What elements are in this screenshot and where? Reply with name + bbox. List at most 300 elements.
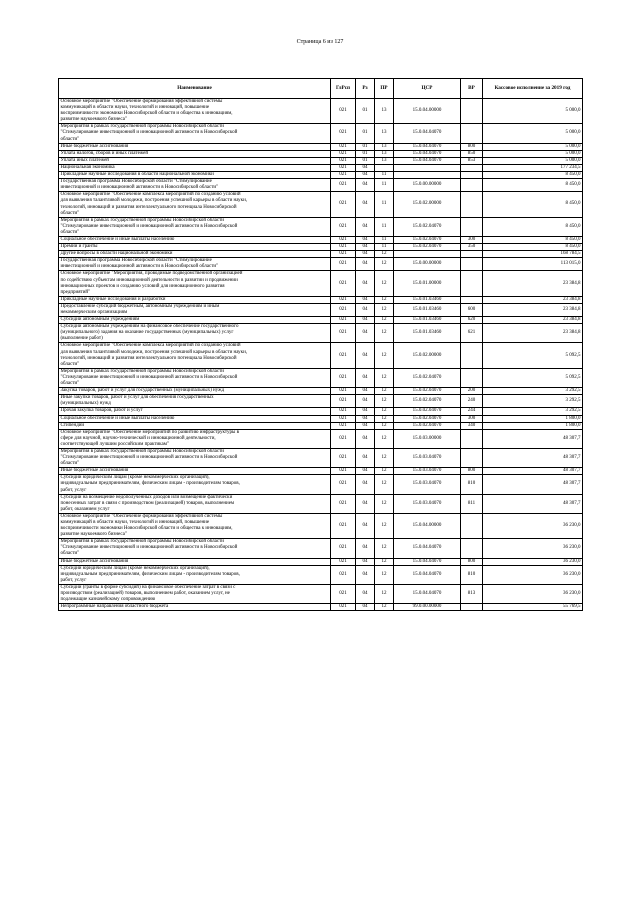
cell-rz: 04	[356, 236, 375, 243]
cell-pr: 12	[375, 368, 394, 387]
cell-name: Другие вопросы в области национальной экономики	[59, 251, 331, 258]
cell-pr: 12	[375, 296, 394, 303]
table-row	[59, 303, 583, 316]
cell-amount: 8 450,0	[483, 244, 583, 251]
cell-csr: 15.0.04.04070	[394, 150, 461, 157]
cell-csr: 15.0.02.04070	[394, 408, 461, 415]
table-header-row	[59, 79, 583, 99]
cell-pr: 13	[375, 99, 394, 124]
cell-csr: 15.0.01.00000	[394, 271, 461, 296]
cell-csr: 15.0.04.04070	[394, 157, 461, 164]
cell-csr: 15.0.01.03460	[394, 317, 461, 324]
cell-rz: 01	[356, 124, 375, 143]
cell-csr	[394, 164, 461, 171]
cell-grbs: 021	[331, 565, 356, 584]
cell-name: Прикладные научные исследования и разработки	[59, 296, 331, 303]
cell-vr: 300	[461, 236, 483, 243]
cell-pr: 12	[375, 303, 394, 316]
header-pr: ПР	[375, 79, 394, 99]
cell-pr: 11	[375, 192, 394, 217]
cell-vr	[461, 258, 483, 271]
table-body	[59, 99, 583, 611]
cell-vr: 200	[461, 388, 483, 395]
cell-pr: 12	[375, 415, 394, 422]
cell-grbs: 021	[331, 150, 356, 157]
cell-rz: 01	[356, 99, 375, 124]
cell-pr: 12	[375, 604, 394, 611]
cell-rz: 04	[356, 558, 375, 565]
table-row	[59, 513, 583, 538]
cell-vr	[461, 172, 483, 179]
cell-csr: 15.0.04.00000	[394, 513, 461, 538]
cell-amount: 36 230,0	[483, 513, 583, 538]
cell-grbs: 021	[331, 494, 356, 513]
cell-grbs: 021	[331, 172, 356, 179]
cell-grbs: 021	[331, 271, 356, 296]
cell-amount: 23 384,8	[483, 324, 583, 343]
cell-pr: 12	[375, 558, 394, 565]
cell-rz: 04	[356, 217, 375, 236]
cell-grbs: 021	[331, 251, 356, 258]
cell-grbs: 021	[331, 179, 356, 192]
cell-vr	[461, 99, 483, 124]
cell-vr: 244	[461, 408, 483, 415]
cell-grbs: 021	[331, 408, 356, 415]
cell-csr	[394, 251, 461, 258]
table-row	[59, 192, 583, 217]
cell-rz: 04	[356, 271, 375, 296]
cell-pr: 12	[375, 324, 394, 343]
cell-name: Социальное обеспечение и иные выплаты населению	[59, 415, 331, 422]
cell-csr: 15.0.02.04070	[394, 217, 461, 236]
table-row	[59, 584, 583, 603]
cell-name: Основное мероприятие "Обеспечение комплекса мероприятий по созданию условий для выявления талантливой молодежи, построения успешной карьеры в области науки, технологий, инноваций и развития интеллектуального потенциала Новосибирской области"	[59, 343, 331, 368]
cell-amount: 55 769,5	[483, 604, 583, 611]
cell-vr	[461, 164, 483, 171]
header-name: Наименование	[59, 79, 331, 99]
table-row	[59, 143, 583, 150]
table-row	[59, 408, 583, 415]
cell-grbs: 021	[331, 558, 356, 565]
budget-execution-table	[58, 78, 583, 611]
cell-grbs: 021	[331, 388, 356, 395]
cell-name: Премии и гранты	[59, 244, 331, 251]
cell-csr: 15.0.00.00000	[394, 179, 461, 192]
cell-grbs: 021	[331, 244, 356, 251]
cell-name: Субсидии юридическим лицам (кроме некоммерческих организаций), индивидуальным предпринимателям, физическим лицам - производителям товаров, работ, услуг	[59, 475, 331, 494]
cell-csr: 15.0.02.04070	[394, 415, 461, 422]
cell-rz: 04	[356, 395, 375, 408]
cell-csr: 15.0.01.03460	[394, 296, 461, 303]
cell-name: Мероприятия в рамках государственной программы Новосибирской области "Стимулирование инвестиционной и инновационной активности в Новосибирской области"	[59, 368, 331, 387]
cell-name: Социальное обеспечение и иные выплаты населению	[59, 236, 331, 243]
cell-vr: 850	[461, 150, 483, 157]
cell-rz: 04	[356, 468, 375, 475]
cell-rz: 04	[356, 303, 375, 316]
table-row	[59, 296, 583, 303]
cell-pr: 12	[375, 343, 394, 368]
cell-vr: 620	[461, 317, 483, 324]
cell-grbs: 021	[331, 513, 356, 538]
cell-name: Основное мероприятие "Обеспечение мероприятий по развитию инфраструктуры в сфере для научной, научно-технической и инновационной деятельности, соответствующей лучшим российским практикам"	[59, 429, 331, 448]
table-row	[59, 494, 583, 513]
cell-csr: 15.0.02.04070	[394, 395, 461, 408]
cell-amount: 5 000,0	[483, 157, 583, 164]
cell-pr: 12	[375, 408, 394, 415]
cell-pr: 13	[375, 150, 394, 157]
cell-rz: 01	[356, 157, 375, 164]
cell-name: Прочая закупка товаров, работ и услуг	[59, 408, 331, 415]
header-grbs: ГлРсп	[331, 79, 356, 99]
cell-rz: 01	[356, 143, 375, 150]
cell-rz: 04	[356, 584, 375, 603]
cell-name: Иные бюджетные ассигнования	[59, 468, 331, 475]
cell-vr: 811	[461, 494, 483, 513]
cell-grbs: 021	[331, 303, 356, 316]
cell-pr: 12	[375, 395, 394, 408]
cell-pr: 11	[375, 172, 394, 179]
cell-csr: 15.0.02.04070	[394, 236, 461, 243]
cell-grbs: 021	[331, 584, 356, 603]
cell-pr: 13	[375, 157, 394, 164]
cell-csr: 15.0.04.00000	[394, 99, 461, 124]
cell-vr: 800	[461, 468, 483, 475]
header-amount: Кассовое исполнение за 2019 год	[483, 79, 583, 99]
cell-csr: 15.0.04.04070	[394, 143, 461, 150]
cell-csr: 15.0.02.04070	[394, 388, 461, 395]
cell-csr: 15.0.02.04070	[394, 422, 461, 429]
cell-vr	[461, 343, 483, 368]
cell-rz: 04	[356, 324, 375, 343]
cell-vr	[461, 271, 483, 296]
cell-grbs: 021	[331, 395, 356, 408]
table-row	[59, 172, 583, 179]
page-number-header: Страница 6 из 127	[296, 39, 344, 45]
cell-csr: 15.0.00.00000	[394, 258, 461, 271]
cell-rz: 04	[356, 179, 375, 192]
cell-amount: 5 000,0	[483, 143, 583, 150]
cell-amount: 36 230,0	[483, 584, 583, 603]
cell-pr: 13	[375, 124, 394, 143]
cell-vr	[461, 513, 483, 538]
cell-amount: 23 384,8	[483, 296, 583, 303]
cell-pr: 12	[375, 429, 394, 448]
cell-vr: 300	[461, 415, 483, 422]
cell-amount: 8 450,0	[483, 236, 583, 243]
cell-name: Государственная программа Новосибирской области "Стимулирование инвестиционной и инновационной активности в Новосибирской области"	[59, 179, 331, 192]
cell-name: Предоставление субсидий бюджетным, автономным учреждениям и иным некоммерческим организациям	[59, 303, 331, 316]
cell-amount: 3 292,5	[483, 395, 583, 408]
cell-vr: 800	[461, 558, 483, 565]
cell-name: Основное мероприятие "Мероприятия, проводимые подведомственной организацией по содействию субъектам инновационной деятельности в развитии и продвижении инновационных проектов и созданию условий для инновационного развития предприятий"	[59, 271, 331, 296]
cell-vr: 621	[461, 324, 483, 343]
cell-amount: 23 384,8	[483, 317, 583, 324]
cell-rz: 04	[356, 317, 375, 324]
cell-grbs: 021	[331, 539, 356, 558]
cell-pr: 12	[375, 513, 394, 538]
cell-rz: 04	[356, 604, 375, 611]
table-row	[59, 558, 583, 565]
cell-pr: 13	[375, 143, 394, 150]
table-row	[59, 475, 583, 494]
cell-csr: 15.0.01.03460	[394, 303, 461, 316]
cell-rz: 04	[356, 296, 375, 303]
cell-rz: 04	[356, 192, 375, 217]
cell-csr: 15.0.03.04070	[394, 494, 461, 513]
table-row	[59, 317, 583, 324]
cell-amount: 36 230,0	[483, 565, 583, 584]
cell-rz: 04	[356, 565, 375, 584]
cell-vr	[461, 124, 483, 143]
cell-amount: 48 307,7	[483, 448, 583, 467]
cell-rz: 04	[356, 539, 375, 558]
cell-grbs: 021	[331, 422, 356, 429]
cell-pr: 12	[375, 584, 394, 603]
cell-csr: 15.0.02.04070	[394, 368, 461, 387]
table-row	[59, 124, 583, 143]
cell-vr: 350	[461, 244, 483, 251]
cell-vr: 813	[461, 584, 483, 603]
cell-grbs: 021	[331, 164, 356, 171]
cell-vr	[461, 217, 483, 236]
cell-amount: 168 784,5	[483, 251, 583, 258]
cell-amount: 8 450,0	[483, 179, 583, 192]
cell-pr: 11	[375, 236, 394, 243]
cell-pr: 12	[375, 468, 394, 475]
cell-amount: 8 450,0	[483, 172, 583, 179]
cell-rz: 04	[356, 422, 375, 429]
cell-pr: 11	[375, 217, 394, 236]
cell-vr: 240	[461, 395, 483, 408]
cell-vr: 810	[461, 475, 483, 494]
cell-csr: 15.0.04.04070	[394, 124, 461, 143]
cell-csr: 15.0.03.04070	[394, 468, 461, 475]
table-row	[59, 164, 583, 171]
cell-grbs: 021	[331, 258, 356, 271]
cell-amount: 23 384,8	[483, 271, 583, 296]
cell-grbs: 021	[331, 429, 356, 448]
cell-amount: 5 092,5	[483, 368, 583, 387]
cell-vr	[461, 429, 483, 448]
table-row	[59, 251, 583, 258]
cell-pr: 12	[375, 317, 394, 324]
table-row	[59, 468, 583, 475]
table-row	[59, 343, 583, 368]
cell-name: Государственная программа Новосибирской области "Стимулирование инвестиционной и инновационной активности в Новосибирской области"	[59, 258, 331, 271]
cell-grbs: 021	[331, 343, 356, 368]
cell-name: Субсидии (гранты в форме субсидий) на финансовое обеспечение затрат в связи с производством (реализацией) товаров, выполнением работ, оказанием услуг, не подлежащие казначейскому сопровождению	[59, 584, 331, 603]
cell-vr	[461, 251, 483, 258]
table-row	[59, 422, 583, 429]
cell-grbs: 021	[331, 192, 356, 217]
cell-amount: 36 230,0	[483, 539, 583, 558]
cell-amount: 3 292,5	[483, 388, 583, 395]
cell-grbs: 021	[331, 448, 356, 467]
cell-csr: 15.0.03.00000	[394, 429, 461, 448]
cell-vr: 800	[461, 143, 483, 150]
cell-rz: 04	[356, 415, 375, 422]
cell-amount: 48 307,7	[483, 429, 583, 448]
cell-name: Стипендии	[59, 422, 331, 429]
cell-name: Иные бюджетные ассигнования	[59, 143, 331, 150]
cell-grbs: 021	[331, 157, 356, 164]
cell-amount: 48 307,7	[483, 494, 583, 513]
cell-grbs: 021	[331, 296, 356, 303]
cell-vr	[461, 179, 483, 192]
cell-grbs: 021	[331, 236, 356, 243]
cell-name: Прикладные научные исследования в области национальной экономики	[59, 172, 331, 179]
cell-rz: 04	[356, 475, 375, 494]
cell-name: Субсидии на возмещение недополученных доходов или возмещение фактически понесенных затрат в связи с производством (реализацией) товаров, выполнением работ, оказанием услуг	[59, 494, 331, 513]
cell-grbs: 021	[331, 324, 356, 343]
cell-grbs: 021	[331, 368, 356, 387]
cell-amount: 48 307,7	[483, 475, 583, 494]
cell-csr: 15.0.04.04070	[394, 558, 461, 565]
table-row	[59, 244, 583, 251]
table-row	[59, 539, 583, 558]
cell-csr: 15.0.04.04070	[394, 565, 461, 584]
cell-amount: 5 000,0	[483, 150, 583, 157]
table-row	[59, 415, 583, 422]
table-row	[59, 179, 583, 192]
cell-csr: 15.0.04.04070	[394, 539, 461, 558]
cell-amount: 113 015,0	[483, 258, 583, 271]
cell-grbs: 021	[331, 99, 356, 124]
cell-rz: 01	[356, 150, 375, 157]
cell-amount: 8 450,0	[483, 217, 583, 236]
cell-amount: 23 384,8	[483, 303, 583, 316]
cell-rz: 04	[356, 244, 375, 251]
cell-name: Субсидии юридическим лицам (кроме некоммерческих организаций), индивидуальным предпринимателям, физическим лицам - производителям товаров, работ, услуг	[59, 565, 331, 584]
table-row	[59, 395, 583, 408]
cell-name: Национальная экономика	[59, 164, 331, 171]
cell-grbs: 021	[331, 415, 356, 422]
cell-name: Мероприятия в рамках государственной программы Новосибирской области "Стимулирование инвестиционной и инновационной активности в Новосибирской области"	[59, 124, 331, 143]
cell-vr: 853	[461, 157, 483, 164]
cell-name: Уплата налогов, сборов и иных платежей	[59, 150, 331, 157]
table-row	[59, 324, 583, 343]
cell-rz: 04	[356, 513, 375, 538]
cell-csr: 15.0.02.00000	[394, 192, 461, 217]
cell-name: Мероприятия в рамках государственной программы Новосибирской области "Стимулирование инвестиционной и инновационной активности в Новосибирской области"	[59, 448, 331, 467]
cell-rz: 04	[356, 251, 375, 258]
table-row	[59, 258, 583, 271]
cell-name: Иные бюджетные ассигнования	[59, 558, 331, 565]
cell-vr	[461, 296, 483, 303]
cell-pr: 11	[375, 244, 394, 251]
cell-name: Субсидии автономным учреждениям на финансовое обеспечение государственного (муниципального) задания на оказание государственных (муниципальных) услуг (выполнение работ)	[59, 324, 331, 343]
header-rz: Рз	[356, 79, 375, 99]
cell-name: Иные закупки товаров, работ и услуг для обеспечения государственных (муниципальных) нужд	[59, 395, 331, 408]
cell-pr: 12	[375, 422, 394, 429]
table-row	[59, 150, 583, 157]
table-row	[59, 448, 583, 467]
cell-rz: 04	[356, 408, 375, 415]
cell-amount: 5 000,0	[483, 99, 583, 124]
cell-grbs: 021	[331, 217, 356, 236]
cell-rz: 04	[356, 343, 375, 368]
cell-rz: 04	[356, 429, 375, 448]
cell-amount: 1 800,0	[483, 422, 583, 429]
cell-pr: 12	[375, 388, 394, 395]
cell-rz: 04	[356, 368, 375, 387]
cell-name: Субсидии автономным учреждениям	[59, 317, 331, 324]
cell-name: Уплата иных платежей	[59, 157, 331, 164]
cell-amount: 36 230,0	[483, 558, 583, 565]
table-row	[59, 429, 583, 448]
cell-amount: 1 800,0	[483, 415, 583, 422]
cell-rz: 04	[356, 388, 375, 395]
table-row	[59, 604, 583, 611]
table-row	[59, 99, 583, 124]
cell-vr: 340	[461, 422, 483, 429]
cell-rz: 04	[356, 448, 375, 467]
cell-vr: 810	[461, 565, 483, 584]
cell-name: Мероприятия в рамках государственной программы Новосибирской области "Стимулирование инвестиционной и инновационной активности в Новосибирской области"	[59, 217, 331, 236]
table-row	[59, 368, 583, 387]
cell-pr: 12	[375, 448, 394, 467]
cell-name: Мероприятия в рамках государственной программы Новосибирской области "Стимулирование инвестиционной и инновационной активности в Новосибирской области"	[59, 539, 331, 558]
cell-amount: 3 292,5	[483, 408, 583, 415]
cell-pr: 12	[375, 271, 394, 296]
cell-name: Непрограммные направления областного бюджета	[59, 604, 331, 611]
cell-csr: 15.0.04.04070	[394, 584, 461, 603]
cell-csr: 15.0.02.04070	[394, 244, 461, 251]
cell-pr: 11	[375, 179, 394, 192]
cell-amount: 177 234,5	[483, 164, 583, 171]
cell-grbs: 021	[331, 468, 356, 475]
cell-vr	[461, 604, 483, 611]
cell-rz: 04	[356, 164, 375, 171]
table-row	[59, 157, 583, 164]
cell-rz: 04	[356, 494, 375, 513]
cell-amount: 5 000,0	[483, 124, 583, 143]
cell-pr: 12	[375, 251, 394, 258]
cell-csr: 15.0.02.00000	[394, 343, 461, 368]
cell-vr	[461, 448, 483, 467]
cell-pr: 12	[375, 539, 394, 558]
cell-pr: 12	[375, 494, 394, 513]
cell-grbs: 021	[331, 317, 356, 324]
cell-amount: 5 092,5	[483, 343, 583, 368]
cell-csr: 15.0.03.04070	[394, 475, 461, 494]
cell-name: Основное мероприятие "Обеспечение формирования эффективной системы коммуникаций в области науки, технологий и инноваций, повышение восприимчивости экономики Новосибирской области и общества к инновациям, развитие наукоемкого бизнеса"	[59, 99, 331, 124]
cell-rz: 04	[356, 258, 375, 271]
cell-name: Закупка товаров, работ и услуг для государственных (муниципальных) нужд	[59, 388, 331, 395]
cell-rz: 04	[356, 172, 375, 179]
cell-pr: 12	[375, 475, 394, 494]
cell-csr	[394, 172, 461, 179]
cell-vr	[461, 192, 483, 217]
cell-csr: 99.0.00.00000	[394, 604, 461, 611]
cell-csr: 15.0.03.04070	[394, 448, 461, 467]
cell-pr: 12	[375, 258, 394, 271]
cell-name: Основное мероприятие "Обеспечение формирования эффективной системы коммуникаций в области науки, технологий и инноваций, повышение восприимчивости экономики Новосибирской области и общества к инновациям, развитие наукоемкого бизнеса"	[59, 513, 331, 538]
cell-grbs: 021	[331, 604, 356, 611]
cell-amount: 8 450,0	[483, 192, 583, 217]
table-row	[59, 388, 583, 395]
cell-grbs: 021	[331, 475, 356, 494]
cell-amount: 48 307,7	[483, 468, 583, 475]
cell-pr	[375, 164, 394, 171]
cell-grbs: 021	[331, 143, 356, 150]
table-row	[59, 236, 583, 243]
cell-name: Основное мероприятие "Обеспечение комплекса мероприятий по созданию условий для выявления талантливой молодежи, построения успешной карьеры в области науки, технологий, инноваций и развития интеллектуального потенциала Новосибирской области"	[59, 192, 331, 217]
header-csr: ЦСР	[394, 79, 461, 99]
header-vr: ВР	[461, 79, 483, 99]
cell-grbs: 021	[331, 124, 356, 143]
table-row	[59, 271, 583, 296]
